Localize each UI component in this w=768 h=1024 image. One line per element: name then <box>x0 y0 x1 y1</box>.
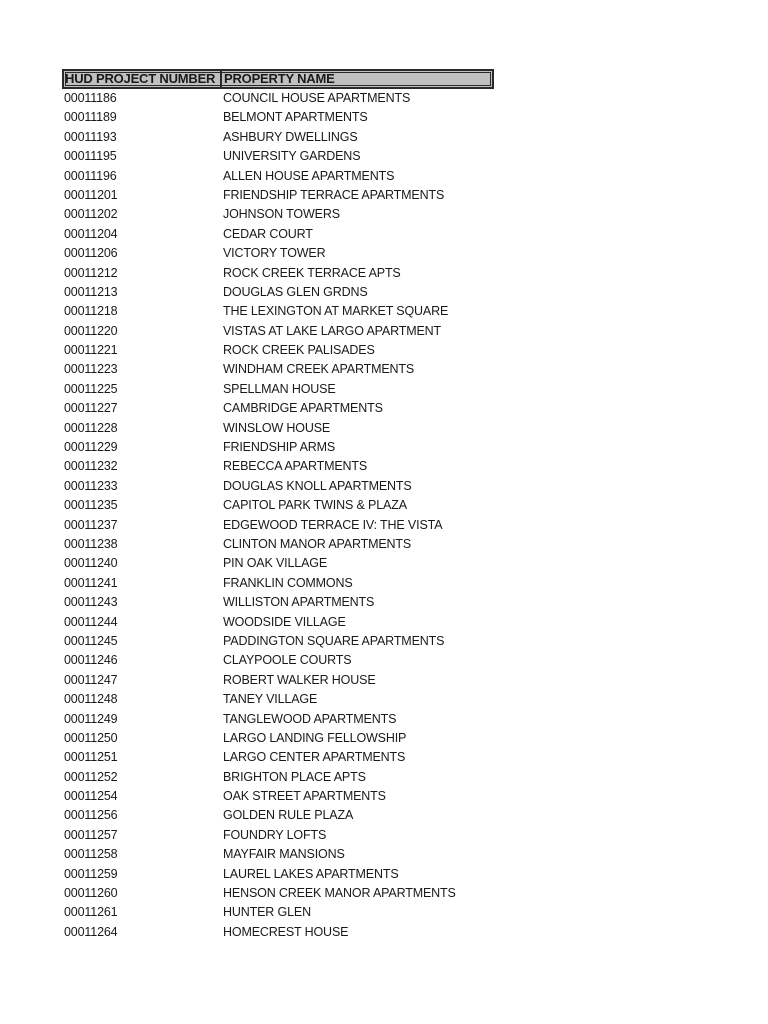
property-name-cell: WINDHAM CREEK APARTMENTS <box>223 362 415 377</box>
table-row <box>62 903 494 922</box>
property-name-cell: GOLDEN RULE PLAZA <box>223 808 354 823</box>
property-table <box>62 69 494 942</box>
hud-project-number-cell: 00011249 <box>64 711 118 726</box>
property-name-cell: ASHBURY DWELLINGS <box>223 129 358 144</box>
property-name-cell: BRIGHTON PLACE APTS <box>223 769 366 784</box>
table-row <box>62 845 494 864</box>
property-name-cell: REBECCA APARTMENTS <box>223 459 368 474</box>
table-body <box>62 89 494 942</box>
property-name-cell: ROCK CREEK TERRACE APTS <box>223 265 401 280</box>
table-row <box>62 496 494 515</box>
property-name-cell: WOODSIDE VILLAGE <box>223 614 346 629</box>
table-row <box>62 186 494 205</box>
hud-project-number-cell: 00011256 <box>64 808 118 823</box>
property-name-cell: LAUREL LAKES APARTMENTS <box>223 866 399 881</box>
property-name-cell: CLAYPOOLE COURTS <box>223 653 352 668</box>
header-hud-project-number: HUD PROJECT NUMBER <box>64 71 222 87</box>
property-name-cell: COUNCIL HOUSE APARTMENTS <box>223 91 411 105</box>
header-property-name: PROPERTY NAME <box>224 71 335 86</box>
hud-project-number-cell: 00011212 <box>64 265 118 280</box>
hud-project-number-cell: 00011264 <box>64 924 118 939</box>
table-row <box>62 593 494 612</box>
table-row <box>62 884 494 903</box>
table-row <box>62 380 494 399</box>
property-name-cell: WILLISTON APARTMENTS <box>223 595 375 610</box>
property-name-cell: PADDINGTON SQUARE APARTMENTS <box>223 633 445 648</box>
property-name-cell: THE LEXINGTON AT MARKET SQUARE <box>223 304 449 319</box>
table-row <box>62 710 494 729</box>
hud-project-number-cell: 00011245 <box>64 633 118 648</box>
hud-project-number-cell: 00011250 <box>64 730 118 745</box>
hud-project-number-cell: 00011201 <box>64 187 118 202</box>
table-row <box>62 205 494 224</box>
property-name-cell: TANGLEWOOD APARTMENTS <box>223 711 397 726</box>
property-name-cell: MAYFAIR MANSIONS <box>223 847 345 862</box>
hud-project-number-cell: 00011223 <box>64 362 118 377</box>
hud-project-number-cell: 00011221 <box>64 343 118 358</box>
table-row <box>62 806 494 825</box>
property-name-cell: PIN OAK VILLAGE <box>223 556 328 571</box>
hud-project-number-cell: 00011193 <box>64 129 117 144</box>
table-row <box>62 632 494 651</box>
table-header-row <box>62 69 494 89</box>
table-row <box>62 128 494 147</box>
hud-project-number-cell: 00011247 <box>64 672 118 687</box>
hud-project-number-cell: 00011260 <box>64 886 118 901</box>
table-row <box>62 729 494 748</box>
hud-project-number-cell: 00011237 <box>64 517 118 532</box>
hud-project-number-cell: 00011218 <box>64 304 118 319</box>
property-name-cell: VISTAS AT LAKE LARGO APARTMENT <box>223 323 442 338</box>
property-name-cell: TANEY VILLAGE <box>223 692 318 707</box>
hud-project-number-cell: 00011233 <box>64 478 118 493</box>
property-name-cell: ROCK CREEK PALISADES <box>223 343 375 358</box>
property-name-cell: SPELLMAN HOUSE <box>223 381 336 396</box>
property-name-cell: CAMBRIDGE APARTMENTS <box>223 401 383 416</box>
table-row <box>62 865 494 884</box>
table-row <box>62 535 494 554</box>
property-name-cell: FRIENDSHIP TERRACE APARTMENTS <box>223 187 445 202</box>
table-row <box>62 419 494 438</box>
table-row <box>62 244 494 263</box>
hud-project-number-cell: 00011261 <box>64 905 118 920</box>
hud-project-number-cell: 00011241 <box>64 575 118 590</box>
hud-project-number-cell: 00011225 <box>64 381 118 396</box>
table-row <box>62 399 494 418</box>
hud-project-number-cell: 00011228 <box>64 420 118 435</box>
property-name-cell: HUNTER GLEN <box>223 905 311 920</box>
table-row <box>62 89 494 108</box>
property-name-cell: HENSON CREEK MANOR APARTMENTS <box>223 886 456 901</box>
property-name-cell: HOMECREST HOUSE <box>223 924 349 939</box>
property-name-cell: ROBERT WALKER HOUSE <box>223 672 376 687</box>
table-row <box>62 574 494 593</box>
hud-project-number-cell: 00011220 <box>64 323 118 338</box>
hud-project-number-cell: 00011196 <box>64 168 117 183</box>
table-row <box>62 302 494 321</box>
hud-project-number-cell: 00011235 <box>64 498 118 513</box>
property-name-cell: DOUGLAS GLEN GRDNS <box>223 284 368 299</box>
hud-project-number-cell: 00011195 <box>64 149 117 164</box>
hud-project-number-cell: 00011227 <box>64 401 118 416</box>
property-name-cell: VICTORY TOWER <box>223 246 326 261</box>
hud-project-number-cell: 00011240 <box>64 556 118 571</box>
table-row <box>62 690 494 709</box>
property-name-cell: FOUNDRY LOFTS <box>223 827 327 842</box>
table-row <box>62 651 494 670</box>
property-name-cell: LARGO LANDING FELLOWSHIP <box>223 730 407 745</box>
table-row <box>62 787 494 806</box>
table-row <box>62 360 494 379</box>
hud-project-number-cell: 00011258 <box>64 847 118 862</box>
property-name-cell: OAK STREET APARTMENTS <box>223 789 386 804</box>
property-name-cell: FRIENDSHIP ARMS <box>223 440 336 455</box>
property-name-cell: CEDAR COURT <box>223 226 313 241</box>
hud-project-number-cell: 00011189 <box>64 110 117 125</box>
table-row <box>62 768 494 787</box>
table-row <box>62 923 494 942</box>
property-name-cell: UNIVERSITY GARDENS <box>223 149 361 164</box>
property-name-cell: ALLEN HOUSE APARTMENTS <box>223 168 395 183</box>
table-row <box>62 341 494 360</box>
property-name-cell: CAPITOL PARK TWINS & PLAZA <box>223 498 407 513</box>
hud-project-number-cell: 00011213 <box>64 284 118 299</box>
property-name-cell: FRANKLIN COMMONS <box>223 575 353 590</box>
table-row <box>62 438 494 457</box>
hud-project-number-cell: 00011254 <box>64 789 118 804</box>
table-row <box>62 225 494 244</box>
table-row <box>62 477 494 496</box>
hud-project-number-cell: 00011244 <box>64 614 118 629</box>
hud-project-number-cell: 00011259 <box>64 866 118 881</box>
property-name-cell: WINSLOW HOUSE <box>223 420 331 435</box>
table-row <box>62 613 494 632</box>
hud-project-number-cell: 00011257 <box>64 827 118 842</box>
hud-project-number-cell: 00011252 <box>64 769 118 784</box>
hud-project-number-cell: 00011186 <box>64 91 117 105</box>
hud-project-number-cell: 00011248 <box>64 692 118 707</box>
hud-project-number-cell: 00011206 <box>64 246 118 261</box>
hud-project-number-cell: 00011202 <box>64 207 118 222</box>
table-row <box>62 671 494 690</box>
table-row <box>62 322 494 341</box>
property-name-cell: LARGO CENTER APARTMENTS <box>223 750 406 765</box>
table-row <box>62 554 494 573</box>
hud-project-number-cell: 00011204 <box>64 226 118 241</box>
table-row <box>62 147 494 166</box>
hud-project-number-cell: 00011229 <box>64 440 118 455</box>
hud-project-number-cell: 00011238 <box>64 536 118 551</box>
property-name-cell: DOUGLAS KNOLL APARTMENTS <box>223 478 412 493</box>
table-row <box>62 108 494 127</box>
property-name-cell: EDGEWOOD TERRACE IV: THE VISTA <box>223 517 443 532</box>
table-row <box>62 516 494 535</box>
table-row <box>62 826 494 845</box>
property-name-cell: BELMONT APARTMENTS <box>223 110 368 125</box>
table-row <box>62 283 494 302</box>
table-row <box>62 264 494 283</box>
property-name-cell: JOHNSON TOWERS <box>223 207 340 222</box>
table-row <box>62 457 494 476</box>
hud-project-number-cell: 00011251 <box>64 750 118 765</box>
table-row <box>62 748 494 767</box>
property-name-cell: CLINTON MANOR APARTMENTS <box>223 536 412 551</box>
table-row <box>62 167 494 186</box>
hud-project-number-cell: 00011246 <box>64 653 118 668</box>
hud-project-number-cell: 00011243 <box>64 595 118 610</box>
hud-project-number-cell: 00011232 <box>64 459 118 474</box>
